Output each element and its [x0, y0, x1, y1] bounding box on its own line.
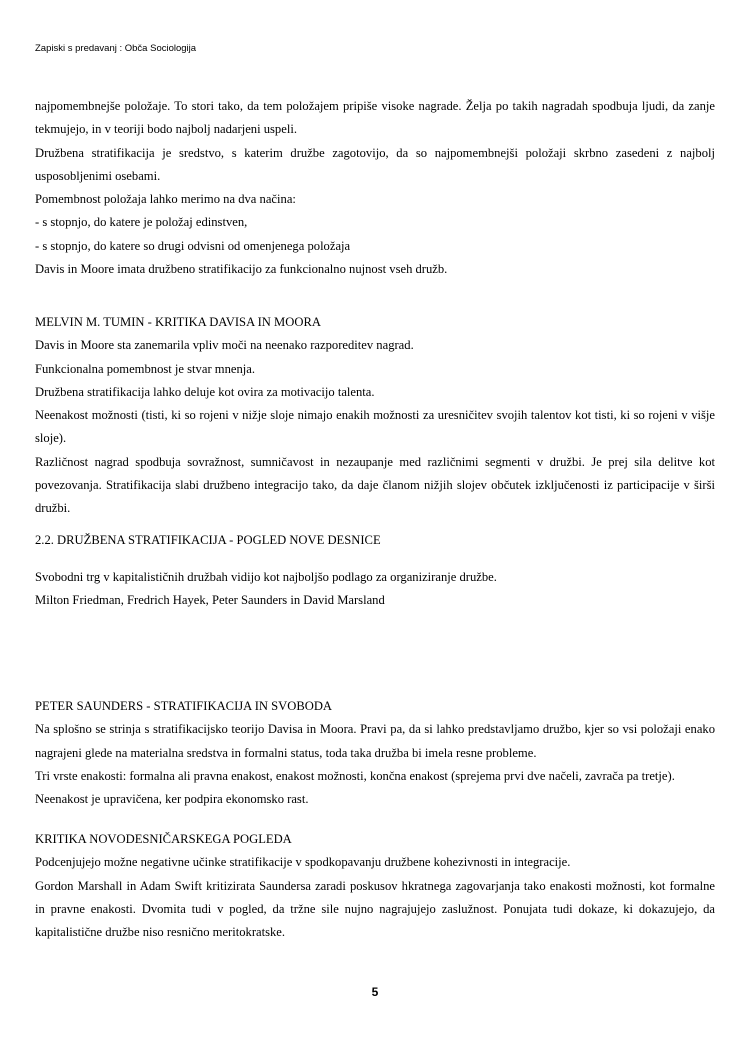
section-saunders: [35, 695, 715, 811]
running-header: Zapiski s predavanj : Obča Sociologija: [35, 43, 197, 54]
text-line: povezovanja. Stratifikacija slabi družbeno integracijo tako, da daje članom nižjih slojev občutek izključenosti iz participacije v širši: [35, 478, 715, 493]
section-intro: [35, 95, 715, 281]
text-line: Tri vrste enakosti: formalna ali pravna enakost, enakost možnosti, končna enakost (sprejema prvi dve načeli, zavrača pa tretje).: [35, 768, 675, 783]
text-line: Različnost nagrad spodbuja sovražnost, sumničavost in nezaupanje med različnimi segmenti v družbi. Je prej sila delitve kot: [35, 454, 715, 469]
text-line: usposobljenimi osebami.: [35, 168, 161, 183]
text-line: tekmujejo, in v teoriji bodo najbolj nadarjeni uspeli.: [35, 122, 297, 137]
text-line: Davis in Moore sta zanemarila vpliv moči na neenako razporeditev nagrad.: [35, 338, 414, 353]
text-line: sloje).: [35, 431, 67, 446]
text-line: Gordon Marshall in Adam Swift kritizirata Saundersa zaradi poskusov hkratnega zagovarjanja tako enakosti možnosti, kot formalne: [35, 878, 715, 893]
text-line: Davis in Moore imata družbeno stratifikacijo za funkcionalno nujnost vseh družb.: [35, 262, 448, 277]
text-line: 2.2. DRUŽBENA STRATIFIKACIJA - POGLED NOVE DESNICE: [35, 533, 381, 547]
section-heading-2-2: [35, 529, 715, 552]
text-line: najpomembnejše položaje. To stori tako, da tem položajem pripiše visoke nagrade. Želja po takih nagradah spodbuja ljudi, da zanje: [35, 99, 715, 113]
section-critique: [35, 828, 715, 944]
section-new-right: [35, 566, 715, 613]
text-line: MELVIN M. TUMIN - KRITIKA DAVISA IN MOORA: [35, 315, 321, 329]
text-line: Na splošno se strinja s stratifikacijsko teorijo Davisa in Moora. Pravi pa, da si lahko predstavljamo družbo, kjer so vsi položaji enako: [35, 722, 715, 737]
text-line: PETER SAUNDERS - STRATIFIKACIJA IN SVOBODA: [35, 699, 333, 713]
text-line: kapitalistične družbe niso resnično meritokratske.: [35, 925, 286, 940]
text-line: Podcenjujejo možne negativne učinke stratifikacije v spodkopavanju družbene kohezivnosti in integracije.: [35, 855, 571, 870]
text-line: Pomembnost položaja lahko merimo na dva načina:: [35, 192, 296, 207]
text-line: Milton Friedman, Fredrich Hayek, Peter Saunders in David Marsland: [35, 593, 385, 608]
text-line: Funkcionalna pomembnost je stvar mnenja.: [35, 361, 255, 376]
text-line: - s stopnjo, do katere je položaj edinstven,: [35, 215, 248, 230]
text-line: Neenakost možnosti (tisti, ki so rojeni v nižje sloje nimajo enakih možnosti za uresničitev svojih talentov kot tisti, ki so rojeni v višje: [35, 408, 715, 423]
section-tumin: [35, 311, 715, 521]
text-line: - s stopnjo, do katere so drugi odvisni od omenjenega položaja: [35, 238, 351, 253]
text-line: Družbena stratifikacija je sredstvo, s katerim družbe zagotovijo, da so najpomembnejši položaji skrbno zasedeni z najbolj: [35, 145, 715, 160]
page-number: 5: [371, 985, 379, 999]
text-line: Svobodni trg v kapitalističnih družbah vidijo kot najboljšo podlago za organiziranje družbe.: [35, 570, 497, 584]
text-line: družbi.: [35, 501, 71, 516]
text-line: nagrajeni glede na materialna sredstva in formalni status, toda taka družba bi imela resne probleme.: [35, 745, 537, 760]
text-line: KRITIKA NOVODESNIČARSKEGA POGLEDA: [35, 832, 292, 846]
text-line: in pravne enakosti. Dvomita tudi v pogled, da tržne sile nujno nagrajujejo zaslužnost. Ponujata tudi dokaze, ki dokazujejo, da: [35, 901, 715, 916]
text-line: Neenakost je upravičena, ker podpira ekonomsko rast.: [35, 792, 309, 807]
text-line: Družbena stratifikacija lahko deluje kot ovira za motivacijo talenta.: [35, 384, 375, 399]
